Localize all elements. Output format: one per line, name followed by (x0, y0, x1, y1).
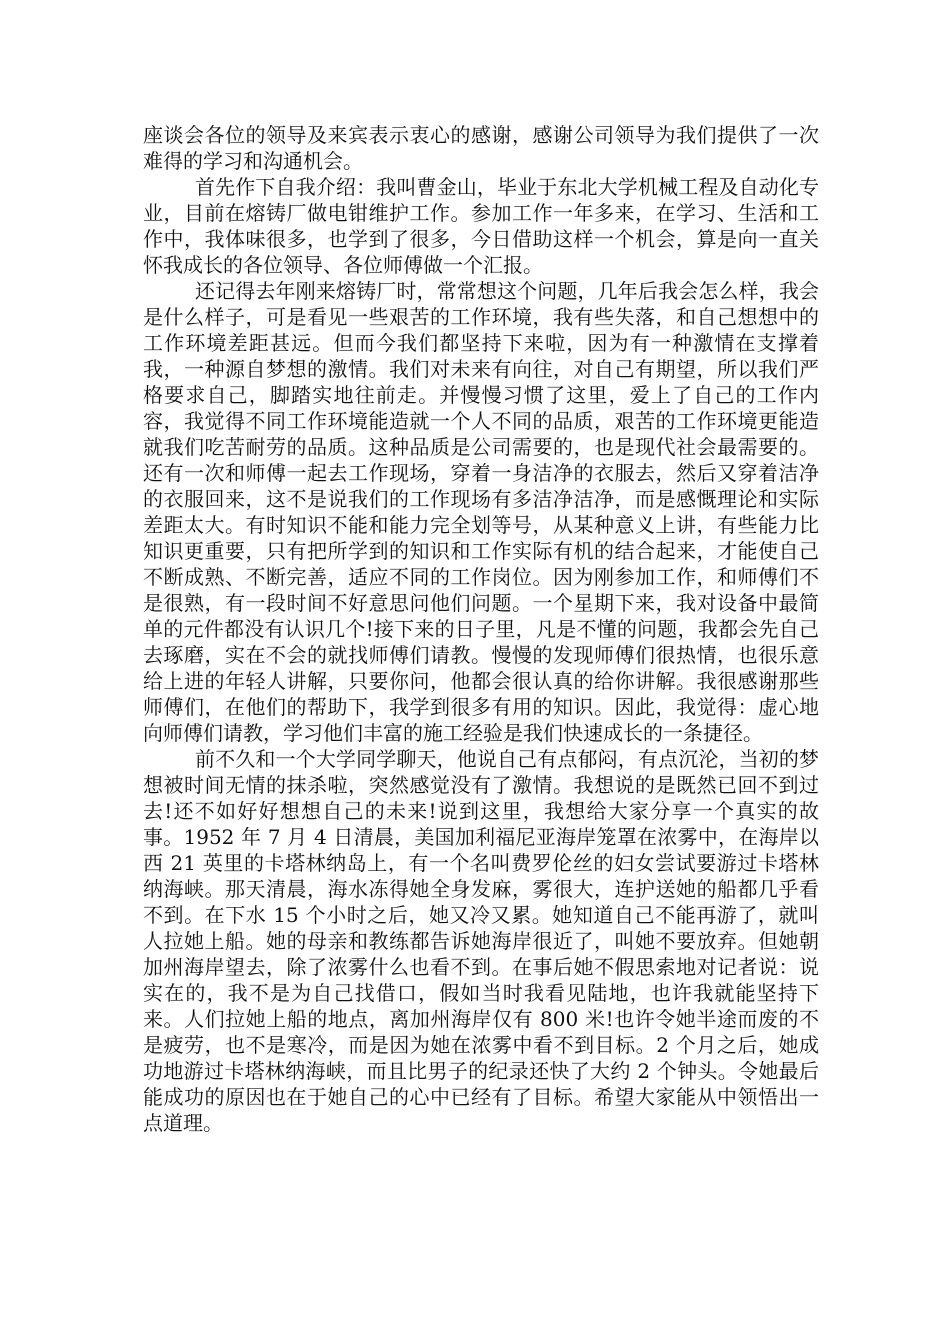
paragraph-self-introduction: 首先作下自我介绍：我叫曹金山，毕业于东北大学机械工程及自动化专业，目前在熔铸厂做电钳维护工作。参加工作一年多来，在学习、生活和工作中，我体味很多，也学到了很多，今日借助这样一个机会，算是向一直关怀我成长的各位领导、各位师傅做一个汇报。 (143, 175, 819, 277)
paragraph-work-experience: 还记得去年刚来熔铸厂时，常常想这个问题，几年后我会怎么样，我会是什么样子，可是看见一些艰苦的工作环境，我有些失落，和自己想想中的工作环境差距甚远。但而今我们都坚持下来啦，因为有一种激情在支撑着我，一种源自梦想的激情。我们对未来有向往，对自己有期望，所以我们严格要求自己，脚踏实地往前走。并慢慢习惯了这里，爱上了自己的工作内容，我觉得不同工作环境能造就一个人不同的品质，艰苦的工作环境更能造就我们吃苦耐劳的品质。这种品质是公司需要的，也是现代社会最需要的。还有一次和师傅一起去工作现场，穿着一身洁净的衣服去，然后又穿着洁净的衣服回来，这不是说我们的工作现场有多洁净洁净，而是感慨理论和实际差距太大。有时知识不能和能力完全划等号，从某种意义上讲，有些能力比知识更重要，只有把所学到的知识和工作实际有机的结合起来，才能使自己不断成熟、不断完善，适应不同的工作岗位。因为刚参加工作，和师傅们不是很熟，有一段时间不好意思问他们问题。一个星期下来，我对设备中最简单的元件都没有认识几个!接下来的日子里，凡是不懂的问题，我都会先自己去琢磨，实在不会的就找师傅们请教。慢慢的发现师傅们很热情，也很乐意给上进的年轻人讲解，只要你问，他都会很认真的给你讲解。我很感谢那些师傅们，在他们的帮助下，我学到很多有用的知识。因此，我觉得：虚心地向师傅们请教，学习他们丰富的施工经验是我们快速成长的一条捷径。 (143, 279, 819, 745)
document-body (143, 122, 819, 1136)
paragraph-opening-thanks: 座谈会各位的领导及来宾表示衷心的感谢，感谢公司领导为我们提供了一次难得的学习和沟通机会。 (143, 123, 819, 173)
paragraph-story: 前不久和一个大学同学聊天，他说自己有点郁闷，有点沉沦，当初的梦想被时间无情的抹杀啦，突然感觉没有了激情。我想说的是既然已回不到过去!还不如好好想想自己的未来!说到这里，我想给大家分享一个真实的故事。1952 年 7 月 4 日清晨，美国加利福尼亚海岸笼罩在浓雾中，在海岸以西 21 英里的卡塔林纳岛上，有一个名叫费罗伦丝的妇女尝试要游过卡塔林纳海峡。那天清晨，海水冻得她全身发麻，雾很大，连护送她的船都几乎看不到。在下水 15 个小时之后，她又冷又累。她知道自己不能再游了，就叫人拉她上船。她的母亲和教练都告诉她海岸很近了，叫她不要放弃。但她朝加州海岸望去，除了浓雾什么也看不到。在事后她不假思索地对记者说：说实在的，我不是为自己找借口，假如当时我看见陆地，也许我就能坚持下来。人们拉她上船的地点，离加州海岸仅有 800 米!也许令她半途而废的不是疲劳，也不是寒冷，而是因为她在浓雾中看不到目标。2 个月之后，她成功地游过卡塔林纳海峡，而且比男子的纪录还快了大约 2 个钟头。令她最后能成功的原因也在于她自己的心中已经有了目标。希望大家能从中领悟出一点道理。 (143, 747, 819, 1135)
